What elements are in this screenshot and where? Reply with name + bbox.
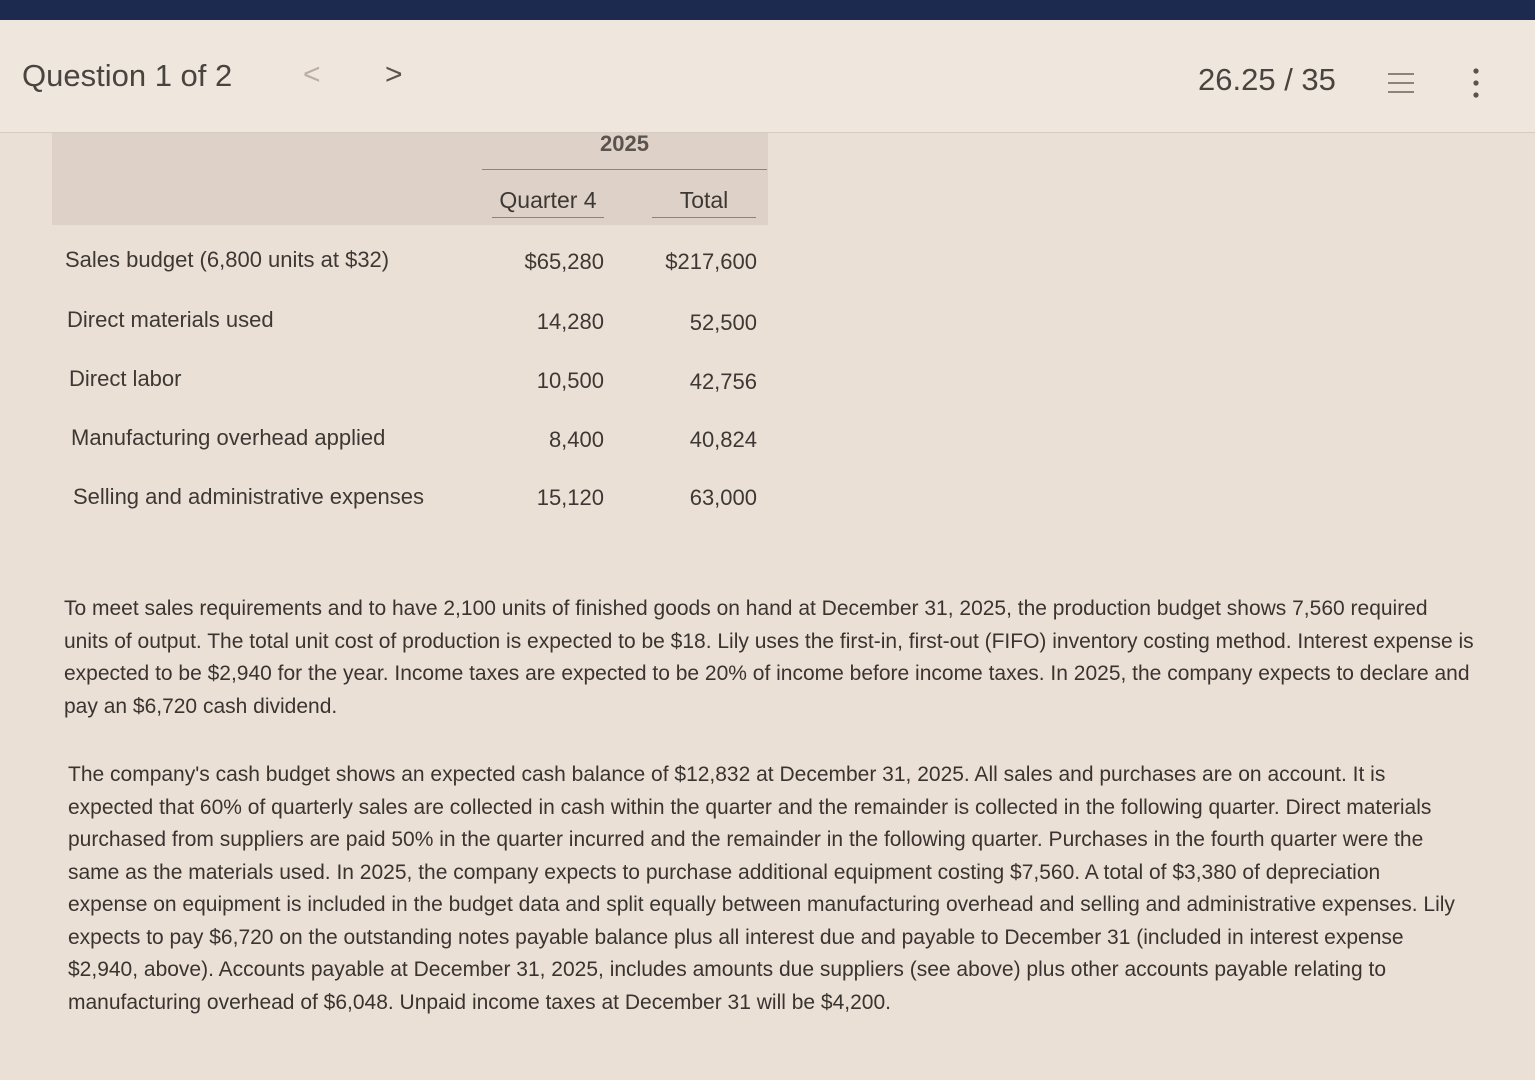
- score-display: 26.25 / 35: [1198, 62, 1336, 97]
- previous-question-button[interactable]: <: [303, 58, 321, 91]
- next-question-button[interactable]: >: [385, 58, 403, 91]
- question-content: [0, 133, 1535, 1080]
- column-underline: [492, 217, 604, 218]
- total-value: 52,500: [689, 310, 757, 335]
- quarter-4-value: 8,400: [548, 427, 604, 452]
- column-header-total: Total: [679, 187, 729, 213]
- question-header: [0, 20, 1535, 133]
- quarter-4-value: 10,500: [536, 368, 604, 393]
- row-label: Sales budget (6,800 units at $32): [65, 247, 390, 272]
- production-info-paragraph: To meet sales requirements and to have 2,100 units of finished goods on hand at December 31, 2025, the production budget shows 7,560 required units of output. The total unit cost of production is expected to be $18. Lily uses the first-in, first-out (FIFO) inventory costing method. Interest expense is expected to be $2,940 for the year. Income taxes are expected to be 20% of income before income taxes. In 2025, the company expects to declare and pay an $6,720 cash dividend.: [64, 597, 1474, 718]
- row-label: Direct materials used: [67, 307, 274, 332]
- more-vertical-icon[interactable]: [1466, 66, 1486, 100]
- question-counter: Question 1 of 2: [22, 58, 233, 93]
- total-value: 40,824: [689, 427, 757, 452]
- cash-budget-paragraph: The company's cash budget shows an expected cash balance of $12,832 at December 31, 2025. All sales and purchases are on account. It is expected that 60% of quarterly sales are collected in cash within the quarter and the remainder is collected in the following quarter. Direct materials purchased from suppliers are paid 50% in the quarter incurred and the remainder in the following quarter. Purchases in the fourth quarter were the same as the materials used. In 2025, the company expects to purchase additional equipment costing $7,560. A total of $3,380 of depreciation expense on equipment is included in the budget data and split equally between manufacturing overhead and selling and administrative expenses. Lily expects to pay $6,720 on the outstanding notes payable balance plus all interest due and payable to December 31 (included in interest expense $2,940, above). Accounts payable at December 31, 2025, includes amounts due suppliers (see above) plus other accounts payable relating to manufacturing overhead of $6,048. Unpaid income taxes at December 31 will be $4,200.: [68, 763, 1455, 1014]
- row-label: Direct labor: [69, 366, 182, 391]
- row-label: Selling and administrative expenses: [73, 484, 424, 509]
- column-header-quarter-4: Quarter 4: [499, 187, 597, 213]
- list-icon[interactable]: [1386, 70, 1416, 96]
- year-underline: [482, 169, 767, 170]
- column-underline: [652, 217, 756, 218]
- total-value: 63,000: [689, 485, 757, 510]
- row-label: Manufacturing overhead applied: [71, 425, 386, 450]
- quarter-4-value: $65,280: [524, 249, 604, 274]
- quarter-4-value: 14,280: [536, 309, 604, 334]
- quarter-4-value: 15,120: [536, 485, 604, 510]
- total-value: $217,600: [665, 249, 757, 274]
- year-heading: 2025: [600, 131, 649, 156]
- window-top-bar: [0, 0, 1535, 20]
- total-value: 42,756: [689, 369, 757, 394]
